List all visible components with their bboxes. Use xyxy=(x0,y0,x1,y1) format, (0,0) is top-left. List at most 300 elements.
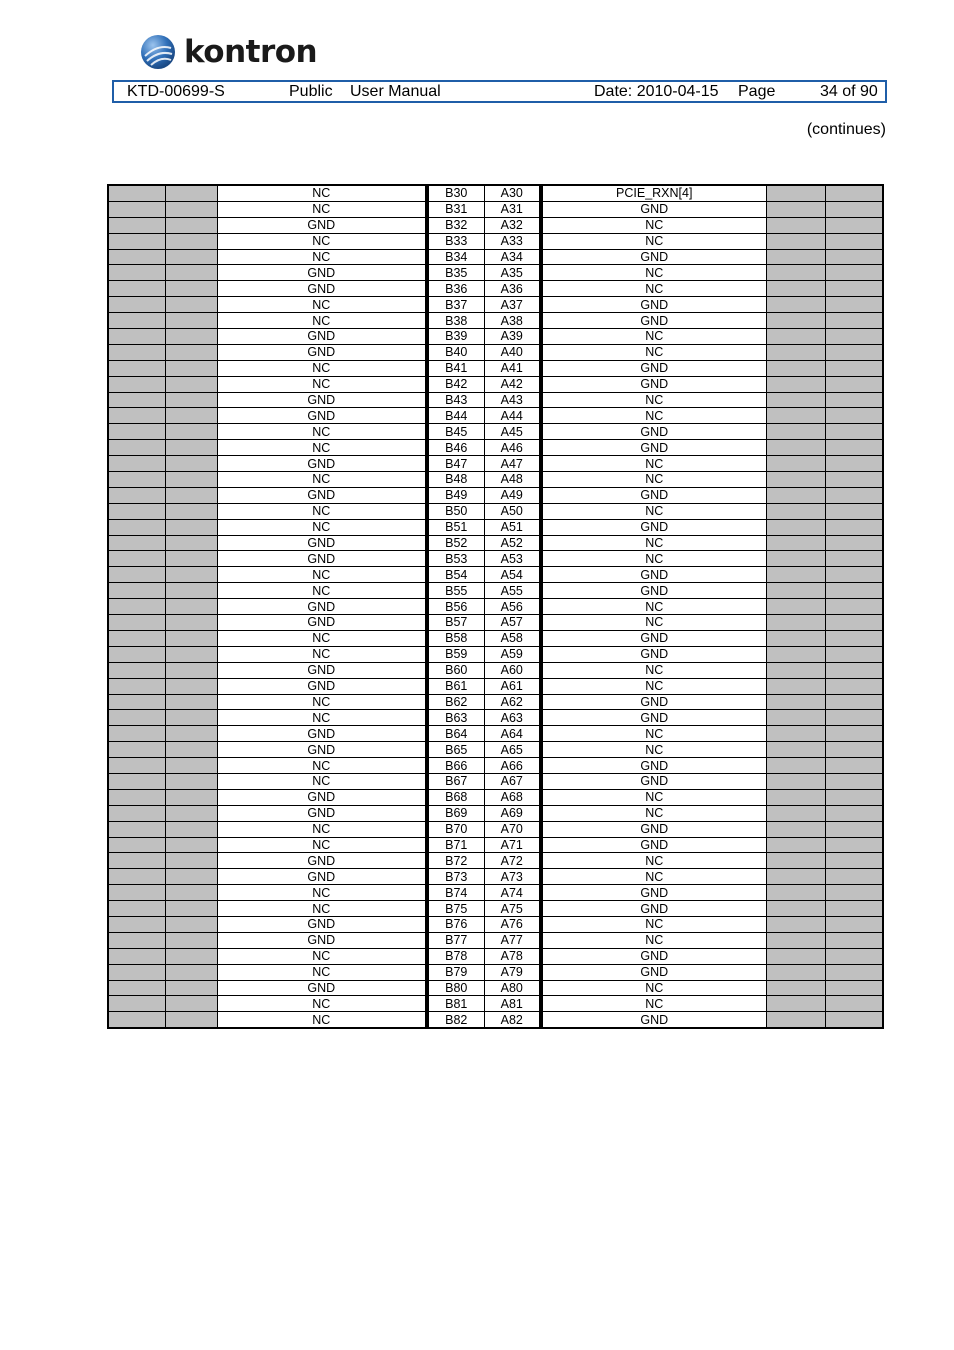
table-row xyxy=(108,678,883,694)
empty-cell xyxy=(825,408,883,424)
empty-cell xyxy=(108,456,165,472)
pin-a-cell: A35 xyxy=(484,265,541,281)
pin-a-cell: A79 xyxy=(484,964,541,980)
empty-cell xyxy=(165,980,217,996)
empty-cell xyxy=(108,297,165,313)
empty-cell xyxy=(766,329,825,345)
pin-b-cell: B52 xyxy=(427,535,484,551)
empty-cell xyxy=(825,519,883,535)
signal-a-cell: GND xyxy=(541,313,766,329)
signal-b-cell: GND xyxy=(217,217,427,233)
empty-cell xyxy=(766,773,825,789)
empty-cell xyxy=(108,472,165,488)
table-row xyxy=(108,996,883,1012)
empty-cell xyxy=(766,916,825,932)
empty-cell xyxy=(108,789,165,805)
pin-b-cell: B62 xyxy=(427,694,484,710)
signal-b-cell: NC xyxy=(217,313,427,329)
signal-b-cell: NC xyxy=(217,360,427,376)
empty-cell xyxy=(766,885,825,901)
empty-cell xyxy=(108,424,165,440)
table-row xyxy=(108,646,883,662)
empty-cell xyxy=(165,551,217,567)
doc-id: KTD-00699-S xyxy=(127,83,225,100)
pin-b-cell: B44 xyxy=(427,408,484,424)
pin-b-cell: B37 xyxy=(427,297,484,313)
pin-a-cell: A36 xyxy=(484,281,541,297)
empty-cell xyxy=(766,901,825,917)
empty-cell xyxy=(825,376,883,392)
empty-cell xyxy=(766,821,825,837)
signal-b-cell: NC xyxy=(217,1012,427,1028)
signal-b-cell: GND xyxy=(217,678,427,694)
empty-cell xyxy=(108,599,165,615)
pin-a-cell: A65 xyxy=(484,742,541,758)
empty-cell xyxy=(108,996,165,1012)
empty-cell xyxy=(766,678,825,694)
pin-b-cell: B50 xyxy=(427,503,484,519)
table-row xyxy=(108,901,883,917)
kontron-logo xyxy=(140,32,317,72)
signal-b-cell: NC xyxy=(217,424,427,440)
continues-note: (continues) xyxy=(806,121,886,138)
empty-cell xyxy=(766,599,825,615)
empty-cell xyxy=(766,710,825,726)
signal-a-cell: NC xyxy=(541,329,766,345)
pin-b-cell: B31 xyxy=(427,201,484,217)
empty-cell xyxy=(766,583,825,599)
empty-cell xyxy=(108,233,165,249)
empty-cell xyxy=(825,265,883,281)
pin-a-cell: A74 xyxy=(484,885,541,901)
empty-cell xyxy=(165,376,217,392)
pin-b-cell: B78 xyxy=(427,948,484,964)
empty-cell xyxy=(108,376,165,392)
table-row xyxy=(108,344,883,360)
signal-a-cell: GND xyxy=(541,646,766,662)
table-row xyxy=(108,964,883,980)
pin-b-cell: B34 xyxy=(427,249,484,265)
pin-a-cell: A58 xyxy=(484,630,541,646)
pin-b-cell: B70 xyxy=(427,821,484,837)
empty-cell xyxy=(825,297,883,313)
signal-b-cell: NC xyxy=(217,821,427,837)
pin-b-cell: B64 xyxy=(427,726,484,742)
empty-cell xyxy=(108,615,165,631)
signal-a-cell: GND xyxy=(541,758,766,774)
signal-b-cell: NC xyxy=(217,948,427,964)
empty-cell xyxy=(108,678,165,694)
empty-cell xyxy=(165,313,217,329)
empty-cell xyxy=(825,615,883,631)
empty-cell xyxy=(825,535,883,551)
signal-a-cell: GND xyxy=(541,821,766,837)
empty-cell xyxy=(108,344,165,360)
pin-a-cell: A34 xyxy=(484,249,541,265)
empty-cell xyxy=(108,313,165,329)
signal-b-cell: GND xyxy=(217,392,427,408)
empty-cell xyxy=(825,424,883,440)
empty-cell xyxy=(825,487,883,503)
empty-cell xyxy=(165,344,217,360)
kontron-globe-icon xyxy=(140,34,176,70)
table-row xyxy=(108,948,883,964)
pin-a-cell: A33 xyxy=(484,233,541,249)
empty-cell xyxy=(108,964,165,980)
signal-b-cell: NC xyxy=(217,440,427,456)
empty-cell xyxy=(825,678,883,694)
empty-cell xyxy=(766,662,825,678)
empty-cell xyxy=(825,472,883,488)
signal-b-cell: GND xyxy=(217,662,427,678)
table-row xyxy=(108,519,883,535)
empty-cell xyxy=(108,742,165,758)
empty-cell xyxy=(825,440,883,456)
signal-a-cell: NC xyxy=(541,551,766,567)
pin-b-cell: B45 xyxy=(427,424,484,440)
pin-b-cell: B79 xyxy=(427,964,484,980)
pin-b-cell: B47 xyxy=(427,456,484,472)
signal-b-cell: NC xyxy=(217,201,427,217)
empty-cell xyxy=(108,773,165,789)
table-row xyxy=(108,408,883,424)
empty-cell xyxy=(825,821,883,837)
signal-b-cell: NC xyxy=(217,185,427,201)
signal-a-cell: NC xyxy=(541,344,766,360)
signal-a-cell: GND xyxy=(541,201,766,217)
empty-cell xyxy=(825,710,883,726)
signal-a-cell: GND xyxy=(541,424,766,440)
pin-b-cell: B43 xyxy=(427,392,484,408)
empty-cell xyxy=(108,980,165,996)
empty-cell xyxy=(766,853,825,869)
empty-cell xyxy=(766,424,825,440)
doc-date: Date: 2010-04-15 xyxy=(594,83,719,100)
empty-cell xyxy=(165,615,217,631)
pin-a-cell: A52 xyxy=(484,535,541,551)
table-row xyxy=(108,185,883,201)
signal-b-cell: NC xyxy=(217,964,427,980)
signal-a-cell: GND xyxy=(541,519,766,535)
empty-cell xyxy=(825,185,883,201)
table-row xyxy=(108,583,883,599)
signal-a-cell: NC xyxy=(541,599,766,615)
pin-a-cell: A75 xyxy=(484,901,541,917)
signal-b-cell: GND xyxy=(217,281,427,297)
empty-cell xyxy=(766,201,825,217)
pin-a-cell: A30 xyxy=(484,185,541,201)
signal-a-cell: NC xyxy=(541,853,766,869)
pin-b-cell: B63 xyxy=(427,710,484,726)
pin-a-cell: A45 xyxy=(484,424,541,440)
empty-cell xyxy=(165,869,217,885)
pin-b-cell: B35 xyxy=(427,265,484,281)
empty-cell xyxy=(165,758,217,774)
pin-a-cell: A80 xyxy=(484,980,541,996)
empty-cell xyxy=(108,551,165,567)
pin-b-cell: B42 xyxy=(427,376,484,392)
empty-cell xyxy=(108,662,165,678)
signal-a-cell: GND xyxy=(541,630,766,646)
empty-cell xyxy=(108,837,165,853)
pin-b-cell: B30 xyxy=(427,185,484,201)
table-row xyxy=(108,360,883,376)
empty-cell xyxy=(165,853,217,869)
empty-cell xyxy=(825,233,883,249)
empty-cell xyxy=(165,821,217,837)
empty-cell xyxy=(108,885,165,901)
empty-cell xyxy=(766,456,825,472)
empty-cell xyxy=(165,948,217,964)
signal-a-cell: NC xyxy=(541,742,766,758)
table-row xyxy=(108,551,883,567)
empty-cell xyxy=(825,694,883,710)
pin-b-cell: B69 xyxy=(427,805,484,821)
empty-cell xyxy=(165,630,217,646)
pin-a-cell: A50 xyxy=(484,503,541,519)
empty-cell xyxy=(108,329,165,345)
empty-cell xyxy=(766,789,825,805)
pin-a-cell: A48 xyxy=(484,472,541,488)
empty-cell xyxy=(825,630,883,646)
pin-a-cell: A67 xyxy=(484,773,541,789)
signal-a-cell: GND xyxy=(541,567,766,583)
empty-cell xyxy=(766,487,825,503)
empty-cell xyxy=(825,217,883,233)
empty-cell xyxy=(766,217,825,233)
empty-cell xyxy=(108,249,165,265)
table-row xyxy=(108,567,883,583)
empty-cell xyxy=(766,694,825,710)
signal-a-cell: GND xyxy=(541,773,766,789)
pin-b-cell: B61 xyxy=(427,678,484,694)
signal-b-cell: NC xyxy=(217,233,427,249)
pinout-table xyxy=(107,184,884,1029)
empty-cell xyxy=(766,233,825,249)
empty-cell xyxy=(108,217,165,233)
empty-cell xyxy=(766,376,825,392)
signal-b-cell: NC xyxy=(217,297,427,313)
pin-b-cell: B36 xyxy=(427,281,484,297)
pin-a-cell: A53 xyxy=(484,551,541,567)
signal-b-cell: GND xyxy=(217,551,427,567)
empty-cell xyxy=(165,392,217,408)
empty-cell xyxy=(825,313,883,329)
empty-cell xyxy=(766,535,825,551)
pin-b-cell: B81 xyxy=(427,996,484,1012)
pin-a-cell: A31 xyxy=(484,201,541,217)
empty-cell xyxy=(165,964,217,980)
empty-cell xyxy=(825,916,883,932)
empty-cell xyxy=(108,805,165,821)
pin-b-cell: B40 xyxy=(427,344,484,360)
empty-cell xyxy=(825,646,883,662)
pin-a-cell: A59 xyxy=(484,646,541,662)
empty-cell xyxy=(825,964,883,980)
empty-cell xyxy=(165,297,217,313)
signal-a-cell: NC xyxy=(541,456,766,472)
signal-b-cell: GND xyxy=(217,329,427,345)
table-row xyxy=(108,440,883,456)
pin-b-cell: B46 xyxy=(427,440,484,456)
empty-cell xyxy=(108,916,165,932)
empty-cell xyxy=(108,726,165,742)
empty-cell xyxy=(825,758,883,774)
signal-b-cell: GND xyxy=(217,487,427,503)
signal-a-cell: NC xyxy=(541,916,766,932)
empty-cell xyxy=(766,551,825,567)
empty-cell xyxy=(165,233,217,249)
empty-cell xyxy=(165,472,217,488)
empty-cell xyxy=(766,567,825,583)
empty-cell xyxy=(825,853,883,869)
pin-b-cell: B57 xyxy=(427,615,484,631)
empty-cell xyxy=(108,853,165,869)
signal-b-cell: NC xyxy=(217,885,427,901)
signal-b-cell: GND xyxy=(217,853,427,869)
pin-a-cell: A81 xyxy=(484,996,541,1012)
pin-a-cell: A57 xyxy=(484,615,541,631)
signal-a-cell: GND xyxy=(541,249,766,265)
empty-cell xyxy=(165,329,217,345)
page-number: 34 of 90 xyxy=(820,83,878,100)
signal-a-cell: NC xyxy=(541,233,766,249)
empty-cell xyxy=(108,1012,165,1028)
table-row xyxy=(108,789,883,805)
table-row xyxy=(108,758,883,774)
empty-cell xyxy=(108,185,165,201)
signal-a-cell: NC xyxy=(541,805,766,821)
signal-b-cell: NC xyxy=(217,758,427,774)
table-row xyxy=(108,615,883,631)
empty-cell xyxy=(165,710,217,726)
document-header xyxy=(112,80,887,103)
empty-cell xyxy=(766,948,825,964)
table-row xyxy=(108,392,883,408)
signal-a-cell: GND xyxy=(541,440,766,456)
empty-cell xyxy=(766,281,825,297)
empty-cell xyxy=(766,408,825,424)
pin-b-cell: B72 xyxy=(427,853,484,869)
signal-a-cell: GND xyxy=(541,837,766,853)
signal-b-cell: GND xyxy=(217,726,427,742)
table-row xyxy=(108,916,883,932)
pin-a-cell: A72 xyxy=(484,853,541,869)
signal-a-cell: NC xyxy=(541,726,766,742)
empty-cell xyxy=(825,948,883,964)
pin-a-cell: A54 xyxy=(484,567,541,583)
empty-cell xyxy=(165,567,217,583)
empty-cell xyxy=(825,996,883,1012)
empty-cell xyxy=(165,662,217,678)
empty-cell xyxy=(165,1012,217,1028)
signal-a-cell: NC xyxy=(541,980,766,996)
table-row xyxy=(108,535,883,551)
pin-b-cell: B49 xyxy=(427,487,484,503)
empty-cell xyxy=(825,360,883,376)
table-row xyxy=(108,630,883,646)
empty-cell xyxy=(825,789,883,805)
pin-a-cell: A40 xyxy=(484,344,541,360)
signal-b-cell: GND xyxy=(217,916,427,932)
signal-b-cell: GND xyxy=(217,265,427,281)
empty-cell xyxy=(766,472,825,488)
empty-cell xyxy=(766,249,825,265)
pin-b-cell: B55 xyxy=(427,583,484,599)
pin-a-cell: A42 xyxy=(484,376,541,392)
table-row xyxy=(108,217,883,233)
pin-b-cell: B67 xyxy=(427,773,484,789)
empty-cell xyxy=(825,329,883,345)
signal-a-cell: NC xyxy=(541,392,766,408)
table-row xyxy=(108,281,883,297)
signal-a-cell: PCIE_RXN[4] xyxy=(541,185,766,201)
empty-cell xyxy=(165,932,217,948)
signal-a-cell: NC xyxy=(541,265,766,281)
empty-cell xyxy=(825,726,883,742)
signal-b-cell: GND xyxy=(217,615,427,631)
empty-cell xyxy=(766,726,825,742)
pin-a-cell: A38 xyxy=(484,313,541,329)
table-row xyxy=(108,726,883,742)
table-row xyxy=(108,201,883,217)
empty-cell xyxy=(825,201,883,217)
empty-cell xyxy=(165,789,217,805)
signal-b-cell: GND xyxy=(217,535,427,551)
empty-cell xyxy=(165,901,217,917)
signal-b-cell: NC xyxy=(217,996,427,1012)
pin-a-cell: A62 xyxy=(484,694,541,710)
empty-cell xyxy=(766,503,825,519)
empty-cell xyxy=(165,773,217,789)
empty-cell xyxy=(165,535,217,551)
signal-a-cell: GND xyxy=(541,360,766,376)
signal-a-cell: NC xyxy=(541,662,766,678)
signal-a-cell: NC xyxy=(541,932,766,948)
empty-cell xyxy=(825,885,883,901)
empty-cell xyxy=(165,487,217,503)
table-row xyxy=(108,694,883,710)
empty-cell xyxy=(165,916,217,932)
signal-a-cell: NC xyxy=(541,678,766,694)
empty-cell xyxy=(766,1012,825,1028)
signal-b-cell: NC xyxy=(217,567,427,583)
empty-cell xyxy=(766,837,825,853)
pin-a-cell: A69 xyxy=(484,805,541,821)
pin-a-cell: A61 xyxy=(484,678,541,694)
signal-b-cell: NC xyxy=(217,646,427,662)
empty-cell xyxy=(165,726,217,742)
empty-cell xyxy=(766,265,825,281)
pin-a-cell: A47 xyxy=(484,456,541,472)
empty-cell xyxy=(825,551,883,567)
pin-a-cell: A77 xyxy=(484,932,541,948)
signal-b-cell: GND xyxy=(217,980,427,996)
empty-cell xyxy=(165,440,217,456)
signal-b-cell: GND xyxy=(217,599,427,615)
empty-cell xyxy=(766,519,825,535)
signal-a-cell: NC xyxy=(541,408,766,424)
signal-a-cell: NC xyxy=(541,217,766,233)
empty-cell xyxy=(766,758,825,774)
empty-cell xyxy=(165,281,217,297)
table-row xyxy=(108,329,883,345)
empty-cell xyxy=(165,805,217,821)
pin-a-cell: A44 xyxy=(484,408,541,424)
pin-b-cell: B39 xyxy=(427,329,484,345)
pin-a-cell: A51 xyxy=(484,519,541,535)
signal-a-cell: NC xyxy=(541,615,766,631)
